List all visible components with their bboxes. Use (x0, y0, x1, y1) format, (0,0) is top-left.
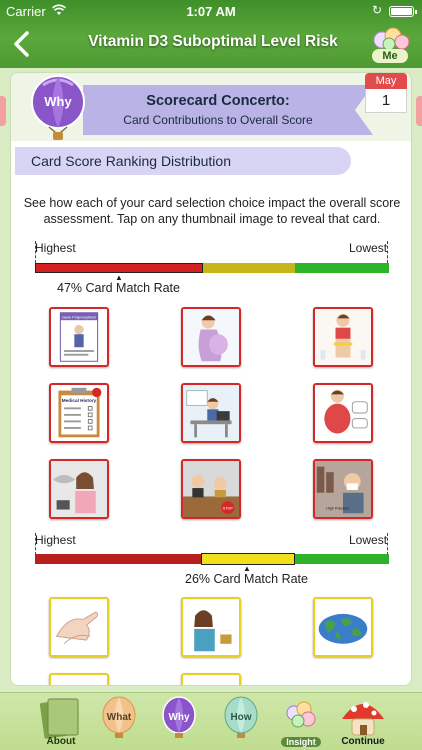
card-thumbnail[interactable] (313, 459, 373, 519)
woman-measuring-waist-card-icon (315, 309, 371, 365)
orientation-lock-icon: ↻ (371, 3, 382, 17)
overweight-woman-card-icon (315, 385, 371, 441)
carrier-label: Carrier (6, 4, 46, 19)
card-thumbnail[interactable] (313, 307, 373, 367)
continue-mushroom-icon (336, 695, 390, 739)
card-thumbnail[interactable] (181, 459, 241, 519)
about-cards-icon (34, 695, 88, 739)
tab-about[interactable] (34, 695, 88, 749)
bottom-tab-bar (0, 692, 422, 750)
card-thumbnail[interactable] (181, 673, 241, 686)
group1-match-rate: 47% Card Match Rate (57, 281, 180, 295)
group1-scale-red (35, 263, 203, 273)
tab-insight[interactable] (274, 695, 328, 749)
tab-continue-label: Continue (341, 736, 385, 747)
calendar-date (365, 73, 407, 115)
tab-continue[interactable] (336, 695, 390, 749)
svg-text:Medical History: Medical History (61, 397, 97, 403)
me-button[interactable] (368, 27, 414, 65)
battery-icon (389, 6, 414, 17)
tab-how-label: How (230, 712, 252, 723)
scorecard-panel (10, 72, 412, 686)
next-page-tab[interactable] (416, 96, 422, 126)
card-thumbnail[interactable] (313, 597, 373, 657)
tab-why-label: Why (168, 712, 190, 723)
group2-marker-icon: ▲ (243, 564, 251, 573)
group1-left-dash (35, 241, 36, 263)
card-thumbnail[interactable] (49, 673, 109, 686)
page-title: Vitamin D3 Suboptimal Level Risk (88, 33, 338, 50)
group1-right-dash (387, 241, 388, 263)
gene-polymorphism-card-icon (51, 309, 107, 365)
me-label: Me (372, 49, 408, 63)
group2-left-dash (35, 533, 36, 555)
svg-text:Gene Polymorphism: Gene Polymorphism (62, 315, 96, 320)
group2-lowest-label: Lowest (349, 533, 388, 547)
card-thumbnail[interactable] (313, 383, 373, 443)
group1-scale-green (295, 263, 389, 273)
previous-page-tab[interactable] (0, 96, 6, 126)
woman-drinking-coffee-card-icon (183, 599, 239, 655)
calendar-month: May (365, 73, 407, 89)
world-map-card-icon (315, 599, 371, 655)
group1-scale-olive (203, 263, 295, 273)
card-thumbnail[interactable] (181, 307, 241, 367)
card-thumbnail[interactable] (49, 383, 109, 443)
group1-marker-icon: ▲ (115, 273, 123, 282)
group2-scale-dark-red (35, 554, 201, 564)
tab-insight-label: Insight (281, 737, 321, 747)
hand-skin-card-icon (51, 599, 107, 655)
card-thumbnail[interactable] (181, 597, 241, 657)
woman-smoking-card-icon (51, 461, 107, 517)
tab-why[interactable] (152, 695, 206, 749)
panel-header (11, 73, 412, 141)
group2-scale-green (295, 554, 389, 564)
group2-highest-label: Highest (35, 533, 76, 547)
tab-what[interactable] (92, 695, 146, 749)
card-thumbnail[interactable] (49, 597, 109, 657)
group1-highest-label: Highest (35, 241, 76, 255)
svg-text:STOP: STOP (222, 506, 233, 511)
intro-text: See how each of your card selection choice impact the overall score assessment. Tap on any thumbnail image to reveal that card. (23, 196, 401, 226)
tab-about-label: About (46, 736, 76, 747)
card-thumbnail[interactable] (49, 307, 109, 367)
tab-what-label: What (106, 712, 132, 723)
header-ribbon (83, 85, 373, 135)
why-balloon-icon (29, 75, 87, 141)
people-smoking-bar-card-icon (183, 461, 239, 517)
card-thumbnail[interactable] (49, 459, 109, 519)
header-subtitle: Card Contributions to Overall Score (123, 113, 313, 127)
tab-how[interactable] (214, 695, 268, 749)
section-title: Card Score Ranking Distribution (15, 147, 351, 175)
pregnant-woman-card-icon (183, 309, 239, 365)
svg-text:High Pollution: High Pollution (326, 506, 350, 511)
medical-history-card-icon (51, 385, 107, 441)
group2-right-dash (387, 533, 388, 555)
clock: 1:07 AM (186, 4, 236, 19)
office-worker-card-icon (183, 385, 239, 441)
group1-lowest-label: Lowest (349, 241, 388, 255)
why-badge-text: Why (44, 94, 72, 109)
top-bar (0, 0, 422, 68)
group2-match-rate: 26% Card Match Rate (185, 572, 308, 586)
status-bar (0, 3, 422, 21)
high-pollution-card-icon (315, 461, 371, 517)
back-button[interactable] (10, 30, 34, 58)
card-thumbnail[interactable] (181, 383, 241, 443)
insight-icon (274, 695, 328, 739)
calendar-day: 1 (365, 89, 407, 113)
header-title: Scorecard Concerto: (146, 93, 290, 109)
